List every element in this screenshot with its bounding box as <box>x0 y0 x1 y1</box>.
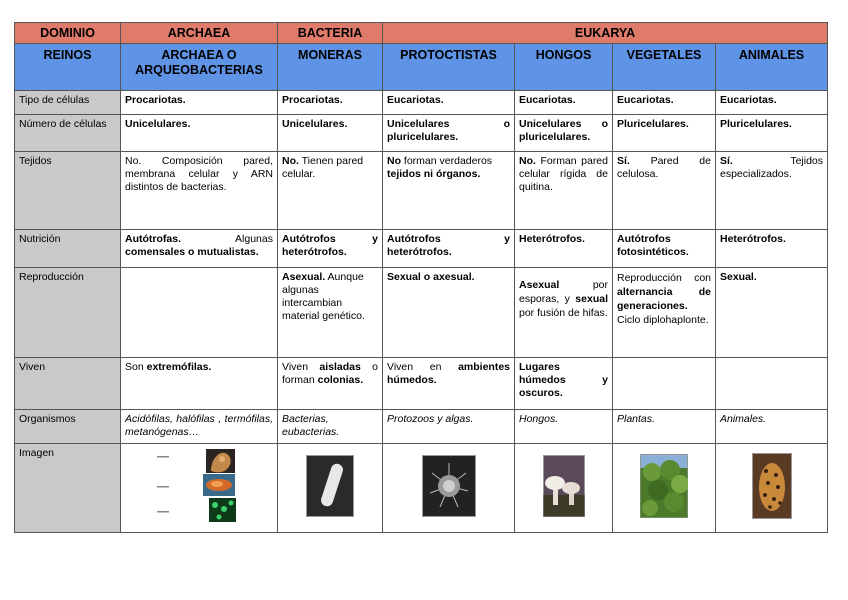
cell-moneras: Bacterias, eubacterias. <box>278 410 383 444</box>
cell-animales: Heterótrofos. <box>716 230 828 268</box>
bold-text: alternancia de generaciones. <box>617 286 711 312</box>
text: Tejidos especializados. <box>720 155 824 180</box>
header-reinos: REINOS <box>15 44 121 91</box>
cell-archaea: Unicelulares. <box>121 115 278 152</box>
cell-vegetales <box>613 152 716 230</box>
cell-protoctistas: Unicelulares o pluricelulares. <box>383 115 515 152</box>
header-bacteria: BACTERIA <box>278 23 383 44</box>
cell-archaea-image <box>121 444 278 533</box>
cell-archaea: Acidófilas, halófilas , termófilas, metanógenas… <box>121 410 278 444</box>
leopard-photo-image <box>752 453 792 519</box>
cell-archaea <box>121 268 278 358</box>
text: Forman pared celular rígida de quitina. <box>519 155 608 193</box>
bold-text: sexual <box>575 293 608 305</box>
row-label: Organismos <box>15 410 121 444</box>
bold-text: colonias. <box>317 374 364 386</box>
cell-vegetales <box>613 268 716 358</box>
row-tipo-celulas <box>15 91 828 115</box>
cell-protoctistas: Protozoos y algas. <box>383 410 515 444</box>
header-archaea-kingdom: ARCHAEA O ARQUEOBACTERIAS <box>121 44 278 91</box>
cell-hongos: Lugares húmedos y oscuros. <box>515 358 613 410</box>
row-imagen <box>15 444 828 533</box>
cell-moneras: Autótrofos y heterótrofos. <box>278 230 383 268</box>
header-vegetales: VEGETALES <box>613 44 716 91</box>
row-tejidos <box>15 152 828 230</box>
text: Ciclo diplohaplonte. <box>617 314 709 326</box>
cell-hongos <box>515 268 613 358</box>
row-organismos <box>15 410 828 444</box>
bacterium-micrograph-image <box>306 455 354 517</box>
cell-animales <box>716 152 828 230</box>
row-label: Viven <box>15 358 121 410</box>
cell-vegetales: Autótrofos fotosintéticos. <box>613 230 716 268</box>
cell-hongos: Eucariotas. <box>515 91 613 115</box>
cell-moneras <box>278 268 383 358</box>
archaea-micrographs-image <box>149 447 249 525</box>
bold-text: Sí. <box>720 155 733 167</box>
bold-text: Autótrofas. <box>125 233 181 245</box>
kingdoms-table <box>14 22 828 533</box>
header-eukarya: EUKARYA <box>383 23 828 44</box>
bold-text: Asexual <box>519 279 560 291</box>
cell-vegetales: Pluricelulares. <box>613 115 716 152</box>
row-label: Número de células <box>15 115 121 152</box>
cell-moneras <box>278 358 383 410</box>
text: Algunas <box>181 233 273 245</box>
bold-text: extremófilas. <box>146 361 212 373</box>
row-viven <box>15 358 828 410</box>
header-archaea: ARCHAEA <box>121 23 278 44</box>
cell-vegetales-image <box>613 444 716 533</box>
cell-animales-image <box>716 444 828 533</box>
mushrooms-photo-image <box>543 455 585 517</box>
cell-protoctistas-image <box>383 444 515 533</box>
bold-text: No. <box>282 155 299 167</box>
cell-moneras-image <box>278 444 383 533</box>
cell-protoctistas: Autótrofos y heterótrofos. <box>383 230 515 268</box>
bold-text: No <box>387 155 401 167</box>
cell-protoctistas: Sexual o axesual. <box>383 268 515 358</box>
cell-vegetales <box>613 358 716 410</box>
cell-animales <box>716 358 828 410</box>
cell-hongos: Heterótrofos. <box>515 230 613 268</box>
text: Son <box>125 361 147 373</box>
cell-vegetales: Plantas. <box>613 410 716 444</box>
cell-hongos-image <box>515 444 613 533</box>
row-label: Tipo de células <box>15 91 121 115</box>
text: Reproducción con <box>617 272 711 284</box>
cell-archaea <box>121 358 278 410</box>
header-dominio: DOMINIO <box>15 23 121 44</box>
row-label: Nutrición <box>15 230 121 268</box>
cell-hongos: Hongos. <box>515 410 613 444</box>
cell-vegetales: Eucariotas. <box>613 91 716 115</box>
cell-moneras: Unicelulares. <box>278 115 383 152</box>
header-protoctistas: PROTOCTISTAS <box>383 44 515 91</box>
text: por fusión de hifas. <box>519 307 608 319</box>
row-nutricion <box>15 230 828 268</box>
text: Tienen pared celular. <box>282 155 364 180</box>
text: Aunque algunas intercambian material genético. <box>282 271 365 322</box>
cell-protoctistas <box>383 358 515 410</box>
protozoan-micrograph-image <box>422 455 476 517</box>
text: Viven en <box>387 361 459 373</box>
cell-protoctistas <box>383 152 515 230</box>
header-moneras: MONERAS <box>278 44 383 91</box>
cell-archaea: Procariotas. <box>121 91 278 115</box>
plants-photo-image <box>640 454 688 518</box>
cell-animales: Eucariotas. <box>716 91 828 115</box>
cell-animales: Pluricelulares. <box>716 115 828 152</box>
cell-moneras: Procariotas. <box>278 91 383 115</box>
domain-header-row <box>15 23 828 44</box>
cell-animales: Animales. <box>716 410 828 444</box>
cell-hongos: Unicelulares o pluricelulares. <box>515 115 613 152</box>
row-label: Imagen <box>15 444 121 533</box>
bold-text: Sí. <box>617 155 630 167</box>
bold-text: Asexual. <box>282 271 326 283</box>
header-hongos: HONGOS <box>515 44 613 91</box>
bold-text: tejidos ni órganos. <box>387 168 481 180</box>
text: Viven <box>282 361 320 373</box>
bold-text: No. <box>519 155 536 167</box>
bold-text: ambientes húmedos. <box>387 361 510 386</box>
cell-archaea <box>121 230 278 268</box>
cell-archaea: No. Composición pared, membrana celular y ARN distintos de bacterias. <box>121 152 278 230</box>
bold-text: aisladas <box>319 361 361 373</box>
cell-moneras <box>278 152 383 230</box>
text: forman verdaderos <box>401 155 493 167</box>
kingdom-header-row <box>15 44 828 91</box>
row-label: Reproducción <box>15 268 121 358</box>
bold-text: comensales o mutualistas. <box>125 246 259 258</box>
cell-animales: Sexual. <box>716 268 828 358</box>
row-numero-celulas <box>15 115 828 152</box>
cell-protoctistas: Eucariotas. <box>383 91 515 115</box>
text: por esporas, y <box>519 279 608 305</box>
text: o forman <box>282 361 378 386</box>
cell-hongos <box>515 152 613 230</box>
row-reproduccion <box>15 268 828 358</box>
header-animales: ANIMALES <box>716 44 828 91</box>
row-label: Tejidos <box>15 152 121 230</box>
text: Pared de celulosa. <box>617 155 711 180</box>
